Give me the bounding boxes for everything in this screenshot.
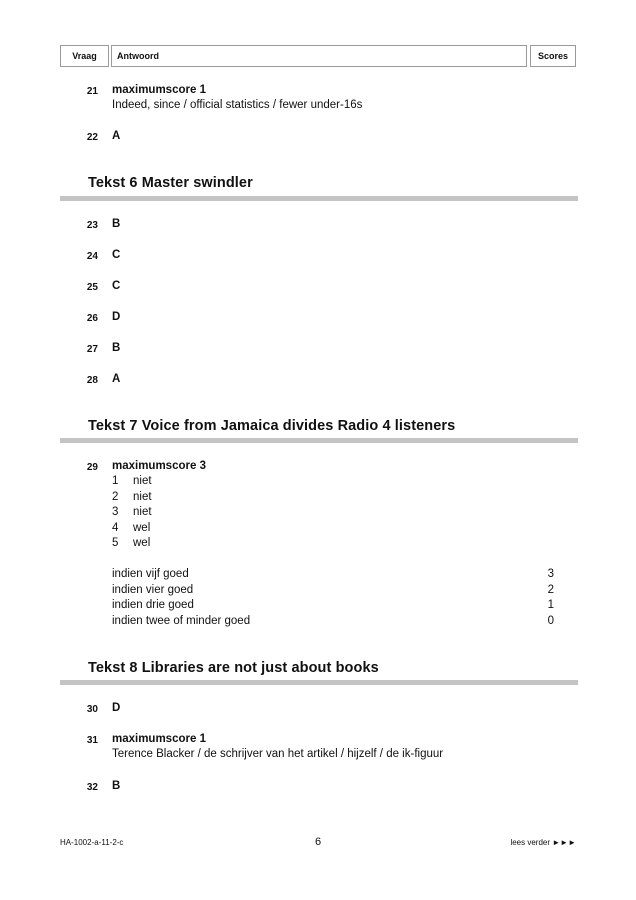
header-antwoord: Antwoord [111, 45, 527, 67]
q29-scoring-label: indien vier goed [112, 584, 194, 596]
question-number-22: 22 [86, 132, 98, 143]
question-number-29: 29 [86, 462, 98, 473]
question-number-30: 30 [86, 704, 98, 715]
q29-scoring-points: 1 [547, 599, 554, 611]
q29-scoring-points: 2 [547, 584, 554, 596]
section-divider [60, 196, 578, 201]
q29-item-value: wel [133, 537, 151, 549]
question-number-26: 26 [86, 313, 98, 324]
q29-scoring-points: 0 [547, 615, 554, 627]
footer-exam-code: HA-1002-a-11-2-c [60, 838, 124, 847]
q29-item-value: wel [133, 522, 151, 534]
q29-scoring-points: 3 [547, 568, 554, 580]
q30-answer: D [112, 702, 121, 714]
q31-score-label: maximumscore 1 [112, 733, 206, 745]
section-title-tekst-7: Tekst 7 Voice from Jamaica divides Radio 4 listeners [88, 418, 456, 434]
question-number-31: 31 [86, 735, 98, 746]
q21-answer: Indeed, since / official statistics / fewer under-16s [112, 99, 363, 111]
q27-answer: B [112, 342, 121, 354]
q29-item-value: niet [133, 491, 152, 503]
q23-answer: B [112, 218, 121, 230]
question-number-21: 21 [86, 86, 98, 97]
header-scores: Scores [530, 45, 576, 67]
q29-item-number: 5 [112, 537, 119, 549]
q29-score-label: maximumscore 3 [112, 460, 206, 472]
q29-scoring-label: indien twee of minder goed [112, 615, 251, 627]
q32-answer: B [112, 780, 121, 792]
section-title-tekst-6: Tekst 6 Master swindler [88, 175, 253, 191]
q25-answer: C [112, 280, 121, 292]
q21-score-label: maximumscore 1 [112, 84, 206, 96]
q29-scoring-label: indien vijf goed [112, 568, 189, 580]
q31-answer: Terence Blacker / de schrijver van het artikel / hijzelf / de ik-figuur [112, 748, 444, 760]
section-title-tekst-8: Tekst 8 Libraries are not just about books [88, 660, 379, 676]
question-number-23: 23 [86, 220, 98, 231]
footer-continue-label: lees verder ►►► [510, 838, 576, 847]
question-number-28: 28 [86, 375, 98, 386]
question-number-25: 25 [86, 282, 98, 293]
q29-item-value: niet [133, 475, 152, 487]
footer-page-number: 6 [314, 836, 322, 848]
q29-item-number: 4 [112, 522, 119, 534]
q28-answer: A [112, 373, 121, 385]
q29-item-number: 2 [112, 491, 119, 503]
section-divider [60, 438, 578, 443]
header-vraag: Vraag [60, 45, 109, 67]
q29-scoring-label: indien drie goed [112, 599, 194, 611]
q22-answer: A [112, 130, 121, 142]
q29-item-value: niet [133, 506, 152, 518]
section-divider [60, 680, 578, 685]
q26-answer: D [112, 311, 121, 323]
question-number-32: 32 [86, 782, 98, 793]
q29-item-number: 1 [112, 475, 119, 487]
q29-item-number: 3 [112, 506, 119, 518]
question-number-27: 27 [86, 344, 98, 355]
question-number-24: 24 [86, 251, 98, 262]
q24-answer: C [112, 249, 121, 261]
